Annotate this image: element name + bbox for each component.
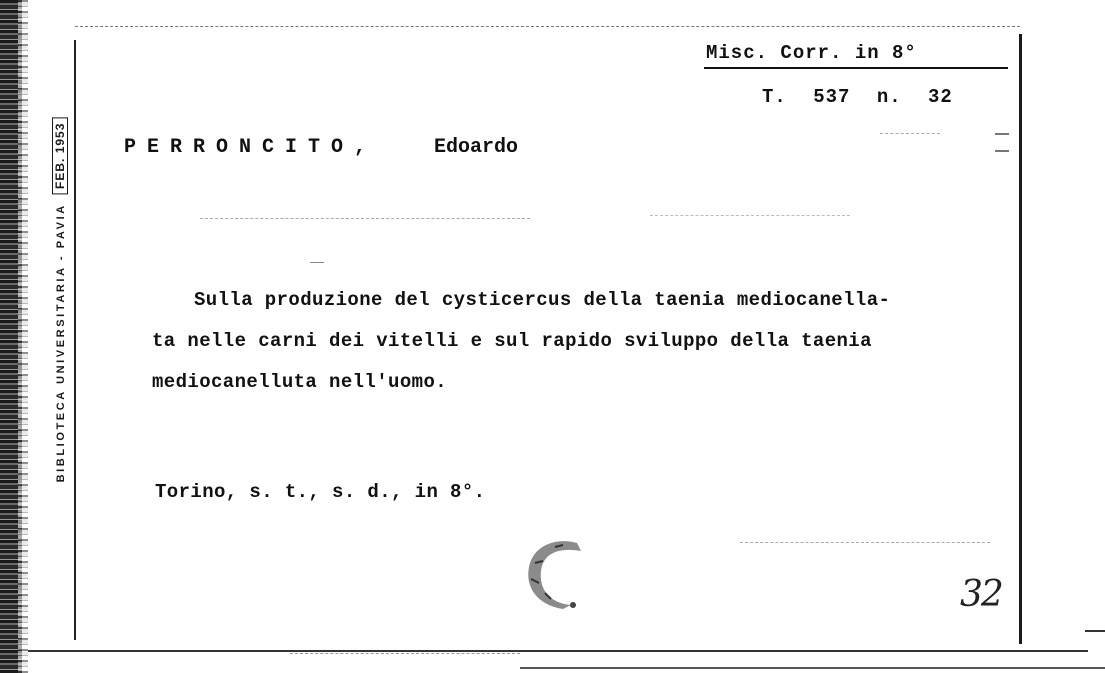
card-bottom-border: [28, 650, 1088, 652]
scan-artifact-line: [310, 262, 324, 263]
author-surname: PERRONCITO,: [124, 136, 378, 159]
scan-edge-shadow: [18, 0, 28, 673]
stamp-library-name: BIBLIOTECA UNIVERSITARIA - PAVIA: [55, 203, 67, 483]
author-given-name: Edoardo: [434, 136, 519, 159]
volume-item-number: n. 32: [876, 86, 953, 108]
card-left-border: [74, 40, 76, 640]
scan-artifact-line: [740, 542, 990, 543]
shelfmark-underline: [704, 67, 1008, 69]
title-line: Sulla produzione del cysticercus della taenia mediocanella-: [194, 289, 891, 311]
library-stamp: [52, 118, 68, 483]
card-edge-tick: [1085, 630, 1105, 632]
shelfmark: Misc. Corr. in 8°: [706, 42, 917, 64]
title-block: [152, 280, 1032, 403]
scan-artifact-line: [995, 150, 1009, 152]
stamp-blot-mark: [515, 533, 590, 613]
scan-artifact-line: [650, 215, 850, 216]
scan-artifact-line: [200, 218, 530, 219]
card-bottom-shadow: [520, 667, 1105, 669]
scan-artifact-line: [880, 133, 940, 134]
imprint: Torino, s. t., s. d., in 8°.: [155, 481, 486, 503]
scan-artifact-line: [290, 653, 520, 654]
volume-tome: T. 537: [762, 86, 851, 108]
title-line: mediocanelluta nell'uomo.: [152, 371, 448, 393]
handwritten-number: 32: [960, 574, 1002, 615]
volume-number: [762, 86, 953, 108]
stamp-date: FEB. 1953: [52, 118, 68, 194]
card-top-border: [75, 26, 1020, 27]
scan-artifact-line: [995, 133, 1009, 135]
title-line: ta nelle carni dei vitelli e sul rapido sviluppo della taenia: [152, 330, 872, 352]
